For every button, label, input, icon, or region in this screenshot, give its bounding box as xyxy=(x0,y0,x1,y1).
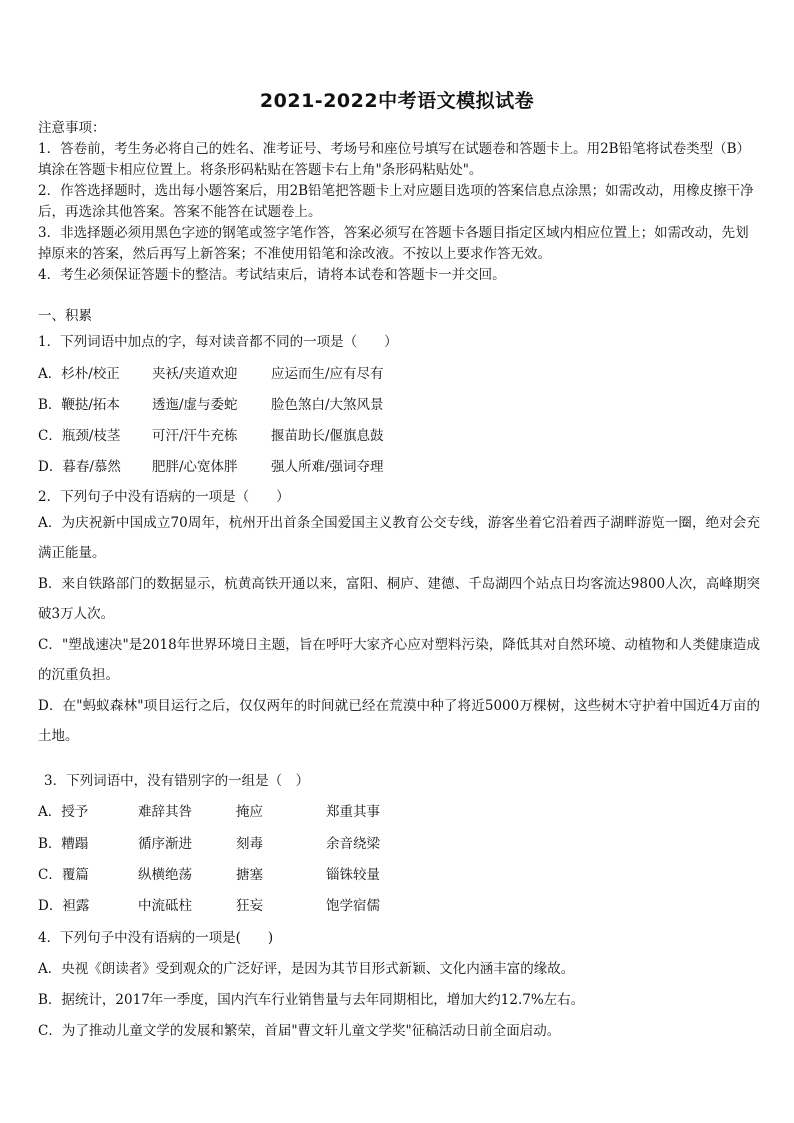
option-cell: 搪塞 xyxy=(236,867,263,883)
option-cell: A．杉朴/校正 xyxy=(38,366,120,382)
question-stem: 4．下列句子中没有语病的一项是( ) xyxy=(38,930,274,946)
option-paragraph: A．为庆祝新中国成立70周年，杭州开出首条全国爱国主义教育公交专线，游客坐着它沿着西子湖畔游览一圈，绝对会充满正能量。 xyxy=(38,515,760,561)
option-cell: 刻毒 xyxy=(236,836,263,852)
option-cell: B．糟蹋 xyxy=(38,836,89,852)
option-line: A．央视《朗读者》受到观众的广泛好评，是因为其节目形式新颖、文化内涵丰富的缘故。 xyxy=(38,961,575,977)
option-cell: 透迤/虚与委蛇 xyxy=(152,397,238,413)
option-cell: D．袒露 xyxy=(38,898,90,914)
option-cell: 应运而生/应有尽有 xyxy=(271,366,384,382)
option-cell: B．鞭挞/拓本 xyxy=(38,397,120,413)
page-title: 2021-2022中考语文模拟试卷 xyxy=(259,90,535,112)
option-cell: 肥胖/心宽体胖 xyxy=(152,459,238,475)
option-cell: D．暮春/慕然 xyxy=(38,459,121,475)
option-cell: 强人所难/强词夺理 xyxy=(271,459,384,475)
option-cell: 锱铢较量 xyxy=(326,867,380,883)
option-cell: 可汗/汗牛充栋 xyxy=(152,428,238,444)
option-cell: 郑重其事 xyxy=(326,804,380,820)
notes-item: 1．答卷前，考生务必将自己的姓名、准考证号、考场号和座位号填写在试题卷和答题卡上。用2B铅笔将试卷类型（B）填涂在答题卡相应位置上。将条形码粘贴在答题卡右上角"条形码粘贴处"。 xyxy=(38,141,751,178)
section-heading: 一、积累 xyxy=(38,308,92,324)
notes-item: 2．作答选择题时，选出每小题答案后，用2B铅笔把答题卡上对应题目选项的答案信息点涂黑；如需改动，用橡皮擦干净后，再选涂其他答案。答案不能答在试题卷上。 xyxy=(38,183,754,220)
option-paragraph: B．来自铁路部门的数据显示，杭黄高铁开通以来，富阳、桐庐、建德、千岛湖四个站点日均客流达9800人次，高峰期突破3万人次。 xyxy=(38,576,760,622)
option-cell: 狂妄 xyxy=(236,898,263,914)
question-stem: 2．下列句子中没有语病的一项是（ ） xyxy=(38,489,290,505)
option-cell: 饱学宿儒 xyxy=(326,898,380,914)
option-paragraph: C．"塑战速决"是2018年世界环境日主题，旨在呼吁大家齐心应对塑料污染，降低其对自然环境、动植物和人类健康造成的沉重负担。 xyxy=(38,637,760,683)
option-cell: 掩应 xyxy=(236,804,263,820)
option-cell: 难辞其咎 xyxy=(138,804,192,820)
option-line: B．据统计，2017年一季度，国内汽车行业销售量与去年同期相比，增加大约12.7%左右。 xyxy=(38,992,585,1008)
option-cell: 余音绕梁 xyxy=(326,836,380,852)
option-line: C．为了推动儿童文学的发展和繁荣，首届"曹文轩儿童文学奖"征稿活动日前全面启动。 xyxy=(38,1023,561,1039)
notes-block xyxy=(38,118,758,286)
option-cell: 揠苗助长/偃旗息鼓 xyxy=(271,428,384,444)
notes-item: 3．非选择题必须用黑色字迹的钢笔或签字笔作答，答案必须写在答题卡各题目指定区域内相应位置上；如需改动，先划掉原来的答案，然后再写上新答案；不准使用铅笔和涂改液。不按以上要求作答无效。 xyxy=(38,225,749,262)
option-cell: A．授予 xyxy=(38,804,89,820)
question-stem: 3．下列词语中，没有错别字的一组是（ ） xyxy=(44,773,310,789)
option-paragraph: D．在"蚂蚁森林"项目运行之后，仅仅两年的时间就已经在荒漠中种了将近5000万棵树，这些树木守护着中国近4万亩的土地。 xyxy=(38,698,760,744)
question-stem: 1．下列词语中加点的字，每对读音都不同的一项是（ ） xyxy=(38,334,398,350)
option-cell: 中流砥柱 xyxy=(138,898,192,914)
notes-item: 4．考生必须保证答题卡的整洁。考试结束后，请将本试卷和答题卡一并交回。 xyxy=(38,267,506,283)
notes-heading: 注意事项： xyxy=(38,120,106,136)
option-cell: 循序渐进 xyxy=(138,836,192,852)
option-cell: 夹袄/夹道欢迎 xyxy=(152,366,238,382)
option-cell: 脸色煞白/大煞风景 xyxy=(271,397,384,413)
option-cell: C．瓶颈/枝茎 xyxy=(38,428,121,444)
option-cell: 纵横绝荡 xyxy=(138,867,192,883)
option-cell: C．覆篇 xyxy=(38,867,89,883)
